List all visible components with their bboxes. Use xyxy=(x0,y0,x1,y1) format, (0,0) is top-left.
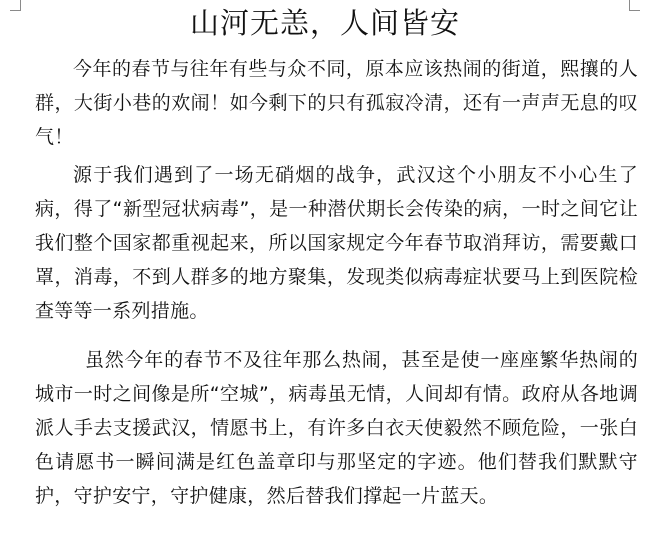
paragraph-3: 虽然今年的春节不及往年那么热闹，甚至是使一座座繁华热闹的城市一时之间像是所“空城”，病毒虽无情，人间却有情。政府从各地调派人手去支援武汉，情愿书上，有许多白衣天使毅然不顾危险，一张白色请愿书一瞬间满是红色盖章印与那坚定的字迹。他们替我们默默守护，守护安宁，守护健康，然后替我们撑起一片蓝天。 xyxy=(35,349,638,507)
paragraph-1: 今年的春节与往年有些与众不同，原本应该热闹的街道，熙攘的人群，大街小巷的欢闹！如今剩下的只有孤寂冷清，还有一声声无息的叹气！ xyxy=(35,58,638,148)
paragraph-2: 源于我们遇到了一场无硝烟的战争，武汉这个小朋友不小心生了病，得了“新型冠状病毒”，是一种潜伏期长会传染的病，一时之间它让我们整个国家都重视起来，所以国家规定今年春节取消拜访，需要戴口罩，消毒，不到人群多的地方聚集，发现类似病毒症状要马上到医院检查等等一系列措施。 xyxy=(35,164,638,322)
document-title: 山河无恙，人间皆安 xyxy=(189,6,460,40)
document-body xyxy=(35,52,638,513)
